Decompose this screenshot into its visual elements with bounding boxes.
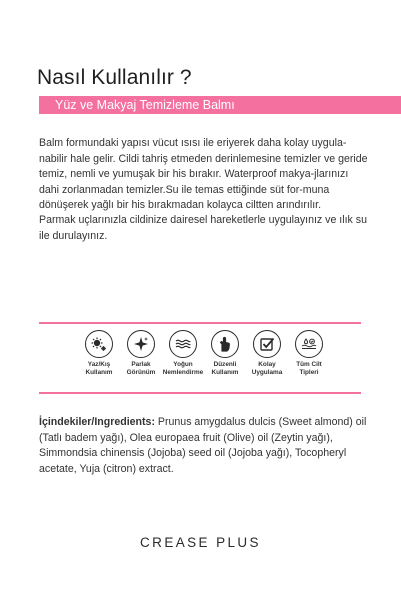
feature-label-line1: Parlak <box>131 361 151 368</box>
feature-item <box>244 330 290 376</box>
sun-snowflake-icon <box>85 330 113 358</box>
divider-top <box>39 322 361 324</box>
subtitle-bar <box>39 96 401 114</box>
hand-icon <box>211 330 239 358</box>
description-paragraph: Balm formundaki yapısı vücut ısısı ile eriyerek daha kolay uygula-nabilir hale gelir. Cildi tahriş etmeden derinlemesine temizler ve geride temiz, nemli ve yumuşak bir his bırakır. Waterproof makya-jlarınızı dahi zorlanmadan temizler.Su ile temas ettiğinde süt for-muna dönüşerek yağlı bir his bırakmadan kolayca ciltten arındırılır. <box>39 137 368 212</box>
feature-item <box>286 330 332 376</box>
feature-item <box>160 330 206 376</box>
feature-label-line1: Yoğun <box>173 361 193 368</box>
feature-label-line2: Tipleri <box>299 368 319 376</box>
feature-label-line2: Uygulama <box>251 368 283 376</box>
usage-paragraph: Parmak uçlarınızla cildinize dairesel hareketlerle uygulayınız ve ılık su ile durulayınız. <box>39 214 367 242</box>
checkbox-icon <box>253 330 281 358</box>
sparkle-icon <box>127 330 155 358</box>
ingredients-block <box>39 415 369 477</box>
feature-label-line1: Kolay <box>258 361 276 368</box>
ingredients-heading: İçindekiler/Ingredients: <box>39 416 155 428</box>
feature-label-line2: Nemlendirme <box>162 368 204 376</box>
feature-label-line1: Düzenli <box>213 361 237 368</box>
skin-drop-icon <box>295 330 323 358</box>
feature-label-line2: Kullanım <box>211 368 239 376</box>
brand-name: CREASE PLUS <box>140 535 261 550</box>
feature-item <box>202 330 248 376</box>
feature-item <box>118 330 164 376</box>
divider-bottom <box>39 392 361 394</box>
feature-label-line1: Tüm Cilt <box>296 361 322 368</box>
feature-item <box>76 330 122 376</box>
feature-label-line2: Kullanım <box>85 368 113 376</box>
feature-label-line2: Görünüm <box>126 368 156 376</box>
feature-icons <box>76 330 332 390</box>
page-title: Nasıl Kullanılır ? <box>37 66 192 89</box>
ingredients-text: Prunus amygdalus dulcis (Sweet almond) oil (Tatlı badem yağı), Olea europaea fruit (Olive) oil (Zeytin yağı), Simmondsia chinensis (Jojoba) seed oil (Jojoba yağı), Tocopheryl acetate, Yuja (citron) extract. <box>39 416 367 475</box>
product-subtitle: Yüz ve Makyaj Temizleme Balmı <box>55 98 235 112</box>
feature-label-line1: Yaz/Kış <box>87 361 111 368</box>
waves-icon <box>169 330 197 358</box>
